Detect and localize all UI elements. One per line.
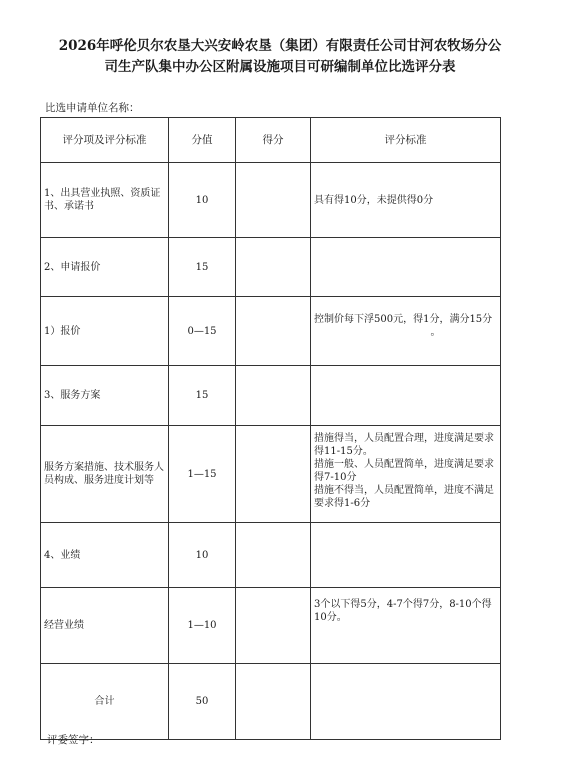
criteria-line: 。 [430,327,441,338]
table-row [41,238,501,297]
criteria-line: 3个以下得5分，4-7个得7分，8-10个得10分。 [314,599,492,623]
criteria-line: 措施一般、人员配置简单，进度满足要求得7-10分 [314,459,494,483]
row-score: 0—15 [169,297,236,366]
row-got [236,297,311,366]
applicant-name-label: 比选申请单位名称： [45,102,140,114]
criteria-line: 控制价每下浮500元，得1分，满分15分 [314,314,493,325]
row-item: 1）报价 [41,297,169,366]
row-criteria [311,238,501,297]
criteria-line: 措施得当，人员配置合理，进度满足要求得11-15分。 [314,433,494,457]
judge-signature-label: 评委签字： [47,734,100,746]
total-got [236,664,311,740]
document-title [20,36,540,78]
row-score: 1—10 [169,588,236,664]
row-got [236,366,311,426]
row-item: 经营业绩 [41,588,169,664]
row-got [236,163,311,238]
total-label: 合计 [41,664,169,740]
row-item: 服务方案措施、技术服务人员构成、服务进度计划等 [41,426,169,523]
scoring-table [40,117,501,740]
row-score: 15 [169,366,236,426]
table-row [41,426,501,523]
row-criteria [311,366,501,426]
header-criteria: 评分标准 [311,118,501,163]
row-got [236,523,311,588]
row-score: 10 [169,163,236,238]
criteria-line: 措施不得当，人员配置简单，进度不满足要求得1-6分 [314,485,494,509]
total-criteria [311,664,501,740]
row-got [236,426,311,523]
row-score: 1—15 [169,426,236,523]
header-item: 评分项及评分标准 [41,118,169,163]
criteria-line: 具有得10分，未提供得0分 [314,194,434,206]
title-line-1: 2026年呼伦贝尔农垦大兴安岭农垦（集团）有限责任公司甘河农牧场分公 [58,38,502,54]
table-row [41,163,501,238]
table-row [41,366,501,426]
row-item: 1、出具营业执照、资质证书、承诺书 [41,163,169,238]
table-row [41,523,501,588]
table-row [41,297,501,366]
row-criteria [311,163,501,238]
row-item: 2、申请报价 [41,238,169,297]
row-score: 10 [169,523,236,588]
row-criteria [311,588,501,664]
row-got [236,588,311,664]
header-got: 得分 [236,118,311,163]
row-criteria [311,426,501,523]
table-header-row [41,118,501,163]
row-item: 3、服务方案 [41,366,169,426]
title-line-2: 司生产队集中办公区附属设施项目可研编制单位比选评分表 [104,59,456,75]
total-score: 50 [169,664,236,740]
row-score: 15 [169,238,236,297]
header-score: 分值 [169,118,236,163]
row-criteria [311,523,501,588]
row-criteria [311,297,501,366]
table-total-row [41,664,501,740]
table-row [41,588,501,664]
row-got [236,238,311,297]
row-item: 4、业绩 [41,523,169,588]
